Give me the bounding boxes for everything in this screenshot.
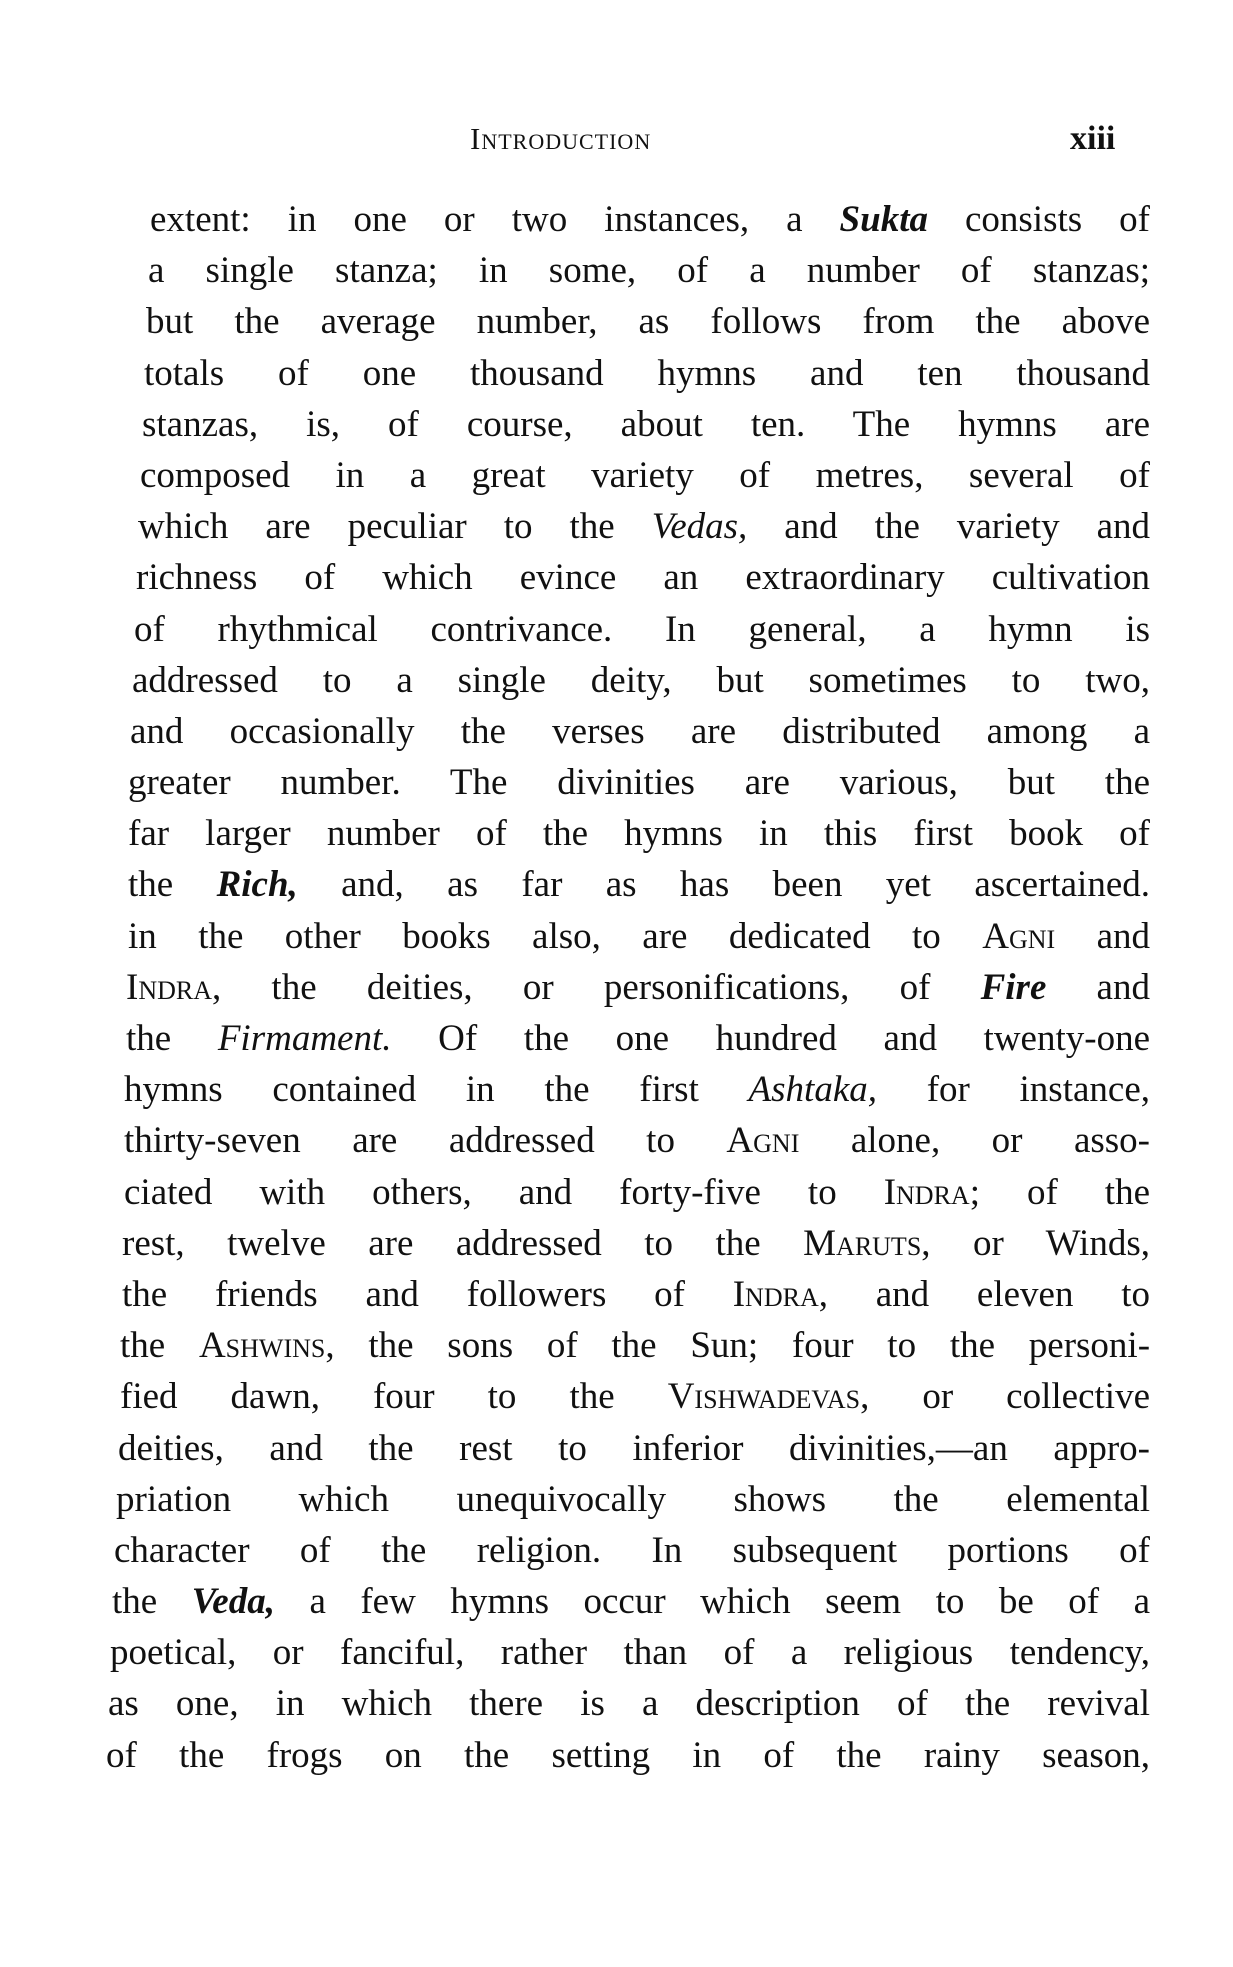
text-line bbox=[124, 1115, 1150, 1166]
text-line bbox=[126, 962, 1150, 1013]
text-line bbox=[124, 1064, 1150, 1115]
text-segment: the bbox=[112, 1581, 192, 1623]
text-line bbox=[134, 604, 1150, 655]
text-segment: in the other books also, are dedicated to bbox=[128, 915, 983, 957]
text-line bbox=[122, 1218, 1150, 1269]
text-line bbox=[130, 706, 1150, 757]
text-segment: ciated with others, and forty-five to bbox=[124, 1171, 884, 1213]
text-line bbox=[116, 1474, 1150, 1525]
text-line bbox=[120, 1371, 1150, 1422]
text-segment: alone, or asso- bbox=[799, 1120, 1150, 1162]
text-segment: of the frogs on the setting in of the rainy season, bbox=[106, 1734, 1150, 1776]
text-segment: thirty-seven are addressed to bbox=[124, 1120, 727, 1162]
text-line bbox=[128, 911, 1150, 962]
text-line bbox=[136, 552, 1150, 603]
emphasis-text: Vedas, bbox=[651, 506, 748, 548]
text-line bbox=[132, 655, 1150, 706]
text-segment: addressed to a single deity, but sometimes to two, bbox=[132, 659, 1150, 701]
text-line bbox=[140, 450, 1150, 501]
emphasis-text: Ashwins bbox=[198, 1325, 326, 1367]
text-segment: greater number. The divinities are various, but the bbox=[128, 762, 1150, 804]
body-text bbox=[106, 194, 1151, 1781]
text-line bbox=[148, 245, 1150, 296]
emphasis-text: Sukta bbox=[839, 199, 928, 240]
text-segment: and bbox=[1055, 915, 1150, 957]
text-line bbox=[110, 1627, 1150, 1678]
text-segment: ; of the bbox=[969, 1171, 1150, 1213]
text-line bbox=[106, 1730, 1150, 1781]
text-line bbox=[120, 1320, 1150, 1371]
running-title: Introduction bbox=[470, 121, 652, 156]
text-segment: the bbox=[128, 864, 217, 906]
running-head bbox=[0, 114, 1233, 164]
text-line bbox=[108, 1678, 1150, 1729]
text-segment: poetical, or fanciful, rather than of a religious tendency, bbox=[110, 1632, 1150, 1674]
text-line bbox=[124, 1167, 1150, 1218]
text-line bbox=[114, 1525, 1150, 1576]
emphasis-text: Indra bbox=[732, 1273, 819, 1315]
text-segment: and the variety and bbox=[747, 506, 1151, 548]
text-line bbox=[126, 1013, 1150, 1064]
text-segment: but the average number, as follows from the above bbox=[146, 301, 1150, 343]
text-line bbox=[142, 399, 1150, 450]
emphasis-text: Indra bbox=[883, 1171, 970, 1213]
emphasis-text: Maruts bbox=[803, 1222, 922, 1264]
text-segment: , or Winds, bbox=[921, 1222, 1150, 1264]
emphasis-text: Ashtaka, bbox=[748, 1069, 877, 1111]
emphasis-text: Rich, bbox=[216, 864, 298, 906]
text-segment: deities, and the rest to inferior divinities,—an appro- bbox=[118, 1427, 1150, 1469]
text-segment: , or collective bbox=[860, 1376, 1150, 1418]
text-segment: and, as far as has been yet ascertained. bbox=[297, 864, 1151, 906]
emphasis-text: Vishwadevas bbox=[667, 1376, 861, 1418]
text-segment: and bbox=[1046, 966, 1150, 1008]
text-segment: far larger number of the hymns in this first book of bbox=[128, 813, 1150, 855]
text-segment: and occasionally the verses are distributed among a bbox=[130, 710, 1150, 752]
text-line bbox=[112, 1576, 1150, 1627]
text-segment: the bbox=[126, 1018, 218, 1059]
emphasis-text: Indra bbox=[126, 966, 212, 1008]
emphasis-text: Firmament. bbox=[217, 1018, 392, 1059]
text-segment: priation which unequivocally shows the elemental bbox=[116, 1478, 1150, 1520]
text-segment: for instance, bbox=[877, 1069, 1150, 1111]
text-segment: character of the religion. In subsequent portions of bbox=[114, 1529, 1150, 1571]
text-segment: as one, in which there is a description of the revival bbox=[108, 1683, 1150, 1725]
text-line bbox=[144, 348, 1150, 399]
text-segment: of rhythmical contrivance. In general, a hymn is bbox=[134, 608, 1150, 650]
text-segment: consists of bbox=[927, 199, 1150, 240]
text-segment: richness of which evince an extraordinary cultivation bbox=[136, 557, 1150, 599]
text-segment: the bbox=[120, 1325, 199, 1367]
text-segment: fied dawn, four to the bbox=[120, 1376, 668, 1418]
text-segment: a single stanza; in some, of a number of stanzas; bbox=[148, 250, 1150, 292]
text-line bbox=[138, 501, 1150, 552]
text-segment: composed in a great variety of metres, several of bbox=[140, 454, 1150, 496]
text-line bbox=[128, 808, 1150, 859]
text-segment: , the sons of the Sun; four to the personi- bbox=[325, 1325, 1151, 1367]
text-segment: rest, twelve are addressed to the bbox=[122, 1222, 804, 1264]
text-segment: totals of one thousand hymns and ten thousand bbox=[144, 352, 1150, 394]
text-line bbox=[146, 296, 1150, 347]
page-number: xiii bbox=[1070, 120, 1116, 157]
text-segment: a few hymns occur which seem to be of a bbox=[274, 1581, 1151, 1623]
text-segment: which are peculiar to the bbox=[138, 506, 652, 548]
text-segment: Of the one hundred and twenty-one bbox=[391, 1018, 1151, 1059]
emphasis-text: Fire bbox=[980, 966, 1047, 1008]
text-segment: stanzas, is, of course, about ten. The hymns are bbox=[142, 403, 1150, 445]
text-line bbox=[128, 757, 1150, 808]
text-segment: , and eleven to bbox=[818, 1273, 1151, 1315]
text-segment: the friends and followers of bbox=[122, 1273, 733, 1315]
emphasis-text: Agni bbox=[726, 1120, 800, 1162]
emphasis-text: Agni bbox=[982, 915, 1056, 957]
text-line bbox=[122, 1269, 1150, 1320]
text-line bbox=[150, 194, 1150, 245]
text-segment: , the deities, or personifications, of bbox=[212, 966, 981, 1008]
text-segment: extent: in one or two instances, a bbox=[150, 199, 840, 240]
text-line bbox=[118, 1423, 1150, 1474]
text-segment: hymns contained in the first bbox=[124, 1069, 749, 1111]
emphasis-text: Veda, bbox=[191, 1581, 275, 1623]
text-line bbox=[128, 859, 1150, 910]
